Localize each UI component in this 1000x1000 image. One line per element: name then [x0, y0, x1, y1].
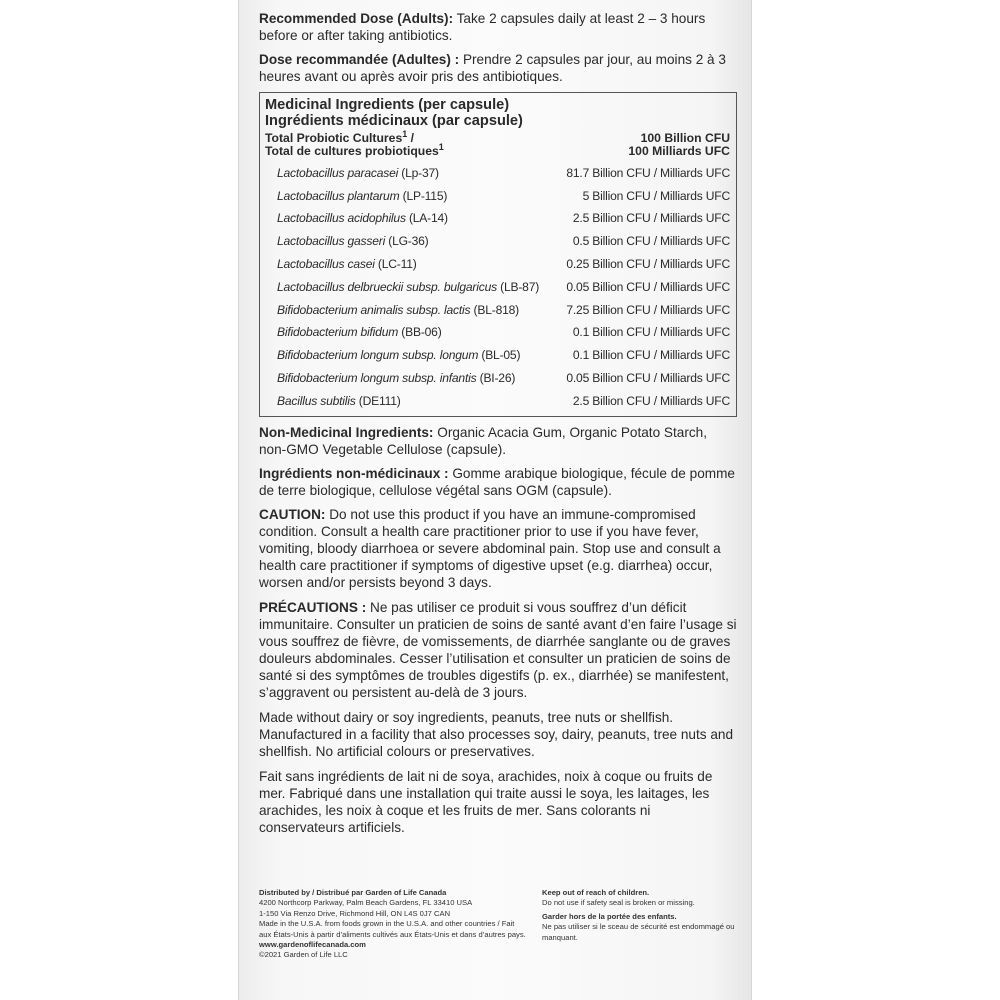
strain-code: (BL-818)	[470, 302, 520, 317]
total-cultures-label	[265, 128, 444, 158]
nonmed-en-text: Organic Acacia Gum, Organic Potato Starch, non-GMO Vegetable Cellulose (capsule).	[259, 424, 707, 457]
ingredient-amount: 81.7 Billion CFU / Milliards UFC	[566, 165, 730, 180]
ingredient-amount: 0.25 Billion CFU / Milliards UFC	[566, 257, 730, 272]
dose-fr-paragraph	[259, 51, 737, 85]
species-name: Lactobacillus delbrueckii subsp. bulgaricus	[277, 279, 497, 294]
ingredients-title-en: Medicinal Ingredients (per capsule)	[265, 97, 510, 113]
total-cultures-value	[628, 132, 730, 158]
warning-block	[542, 888, 737, 964]
strain-code: (BB-06)	[398, 325, 442, 340]
ingredient-name	[277, 188, 447, 205]
ingredient-name	[277, 347, 520, 364]
ingredient-row	[265, 390, 730, 413]
ingredient-name	[277, 324, 442, 341]
dose-en-text: Take 2 capsules daily at least 2 – 3 hours before or after taking antibiotics.	[259, 11, 706, 43]
total-cultures-row	[265, 128, 730, 158]
ingredient-amount: 0.05 Billion CFU / Milliards UFC	[566, 279, 730, 294]
allergen-fr-paragraph: Fait sans ingrédients de lait ni de soya, arachides, noix à coque ou fruits de mer. Fabriqué dans une installation qui traite aussi le soya, les laitages, les arachides, les noix à coque et les fruits de mer. Sans colorants ni conservateurs artificiels.	[259, 768, 713, 835]
copyright: ©2021 Garden of Life LLC	[259, 950, 348, 960]
species-name: Bifidobacterium longum subsp. infantis	[277, 371, 477, 386]
ingredient-amount: 0.1 Billion CFU / Milliards UFC	[572, 348, 730, 363]
species-name: Bifidobacterium bifidum	[277, 325, 399, 340]
ingredient-amount: 2.5 Billion CFU / Milliards UFC	[572, 211, 730, 226]
seal-warning-fr: Ne pas utiliser si le sceau de sécurité est endommagé ou manquant.	[542, 922, 735, 942]
ingredient-amount: 5 Billion CFU / Milliards UFC	[582, 188, 730, 203]
website: www.gardenoflifecanada.com	[259, 940, 366, 950]
ingredient-name	[277, 302, 519, 319]
origin-statement: Made in the U.S.A. from foods grown in the U.S.A. and other countries / Fait aux États-Unis à partir d’aliments cultivés aux États-Unis et dans d’autres pays.	[259, 919, 526, 939]
address-ca: 1-150 Via Renzo Drive, Richmond Hill, ON L4S 0J7 CAN	[259, 908, 451, 918]
label-footer	[259, 888, 737, 964]
species-name: Lactobacillus gasseri	[277, 234, 386, 249]
ingredient-amount: 0.5 Billion CFU / Milliards UFC	[572, 234, 730, 249]
distributor-block	[259, 888, 527, 964]
nonmed-fr-text: Gomme arabique biologique, fécule de pomme de terre biologique, cellulose végétal sans OGM (capsule).	[259, 465, 735, 498]
ingredient-amount: 7.25 Billion CFU / Milliards UFC	[566, 302, 730, 317]
dose-en-label: Recommended Dose (Adults):	[259, 11, 454, 26]
label-content	[259, 10, 737, 844]
caution-en-paragraph	[259, 506, 737, 591]
strain-code: (BI-26)	[476, 371, 516, 386]
footnote-marker: 1	[438, 141, 444, 152]
strain-code: (LA-14)	[405, 211, 448, 226]
ingredient-name	[277, 233, 429, 250]
species-name: Bacillus subtilis	[277, 393, 356, 408]
species-name: Lactobacillus acidophilus	[277, 211, 406, 226]
caution-en-text: Do not use this product if you have an immune-compromised condition. Consult a health care practitioner prior to use if you have fever, vomiting, bloody diarrhoea or severe abdominal pain. Stop use and consult a health care practitioner if symptoms of digestive upset (e.g. diarrhea) occur, worsen and/or persists beyond 3 days.	[259, 506, 721, 590]
ingredient-row	[265, 344, 730, 367]
ingredient-name	[277, 370, 515, 387]
ingredient-amount: 2.5 Billion CFU / Milliards UFC	[572, 393, 730, 408]
strain-code: (LC-11)	[374, 257, 417, 272]
caution-fr-text: Ne pas utiliser ce produit si vous souffrez d’un déficit immunitaire. Consulter un praticien de soins de santé avant d’en faire l’usage si vous souffrez de fièvre, de vomissements, de diarrhée sanglante ou de graves douleurs abdominales. Cesser l’utilisation et consulter un praticien de soins de santé si des symptômes de troubles digestifs (p. ex., diarrhée) se manifestent, s’aggravent ou persistent au-delà de 3 jours.	[259, 599, 737, 700]
dose-en-paragraph	[259, 10, 737, 44]
ingredient-row	[265, 276, 730, 299]
strain-code: (LB-87)	[496, 279, 540, 294]
nonmed-fr-label: Ingrédients non-médicinaux :	[259, 465, 449, 481]
nonmed-en-label: Non-Medicinal Ingredients:	[259, 424, 434, 440]
ingredients-title-fr: Ingrédients médicinaux (par capsule)	[265, 113, 523, 129]
caution-en-label: CAUTION:	[259, 506, 326, 522]
ingredient-row	[265, 367, 730, 390]
keep-away-en: Keep out of reach of children.	[542, 888, 650, 897]
species-name: Bifidobacterium animalis subsp. lactis	[277, 302, 471, 317]
caution-fr-label: PRÉCAUTIONS :	[259, 599, 367, 615]
dose-fr-label: Dose recommandée (Adultes) :	[259, 52, 460, 67]
ingredient-row	[265, 185, 730, 208]
ingredient-name	[277, 210, 448, 227]
seal-warning-en: Do not use if safety seal is broken or missing.	[542, 898, 695, 908]
dose-fr-text: Prendre 2 capsules par jour, au moins 2 à 3 heures avant ou après avoir pris des antibiotiques.	[259, 52, 726, 84]
species-name: Lactobacillus paracasei	[277, 165, 399, 180]
ingredient-row	[265, 230, 730, 253]
address-us: 4200 Northcorp Parkway, Palm Beach Gardens, FL 33410 USA	[259, 898, 473, 908]
species-name: Bifidobacterium longum subsp. longum	[277, 348, 479, 363]
ingredient-amount: 0.05 Billion CFU / Milliards UFC	[566, 371, 730, 386]
total-value-fr: 100 Milliards UFC	[628, 144, 730, 158]
ingredient-row	[265, 253, 730, 276]
ingredient-row	[265, 299, 730, 322]
strain-code: (BL-05)	[478, 348, 521, 363]
total-cultures-en: Total Probiotic Cultures	[265, 131, 403, 145]
caution-fr-paragraph	[259, 599, 737, 701]
supplement-label-panel	[238, 0, 752, 1000]
ingredient-name	[277, 279, 539, 296]
species-name: Lactobacillus plantarum	[277, 188, 400, 203]
strain-code: (LG-36)	[385, 234, 429, 249]
allergen-en-paragraph: Made without dairy or soy ingredients, peanuts, tree nuts or shellfish. Manufactured in a facility that also processes soy, dairy, peanuts, tree nuts and shellfish. No artificial colours or preservatives.	[259, 709, 734, 759]
ingredient-row	[265, 208, 730, 231]
strain-code: (DE111)	[355, 393, 401, 408]
medicinal-ingredients-box	[259, 92, 737, 417]
total-value-en: 100 Billion CFU	[640, 131, 730, 145]
ingredient-row	[265, 162, 730, 185]
strain-code: (Lp-37)	[398, 165, 439, 180]
ingredient-name	[277, 165, 439, 182]
total-cultures-fr: Total de cultures probiotiques	[265, 144, 439, 158]
keep-away-fr: Garder hors de la portée des enfants.	[542, 911, 677, 921]
species-name: Lactobacillus casei	[277, 257, 375, 272]
ingredient-amount: 0.1 Billion CFU / Milliards UFC	[572, 325, 730, 340]
nonmed-en-paragraph	[259, 424, 737, 458]
footnote-marker: 1	[402, 128, 408, 139]
ingredient-name	[277, 393, 401, 410]
ingredient-row	[265, 322, 730, 345]
nonmed-fr-paragraph	[259, 465, 737, 499]
distributor-label: Distributed by / Distribué par Garden of Life Canada	[259, 888, 447, 897]
total-separator: /	[407, 131, 415, 145]
strain-code: (LP-115)	[399, 188, 448, 203]
ingredient-name	[277, 256, 417, 273]
ingredient-list	[265, 162, 730, 413]
